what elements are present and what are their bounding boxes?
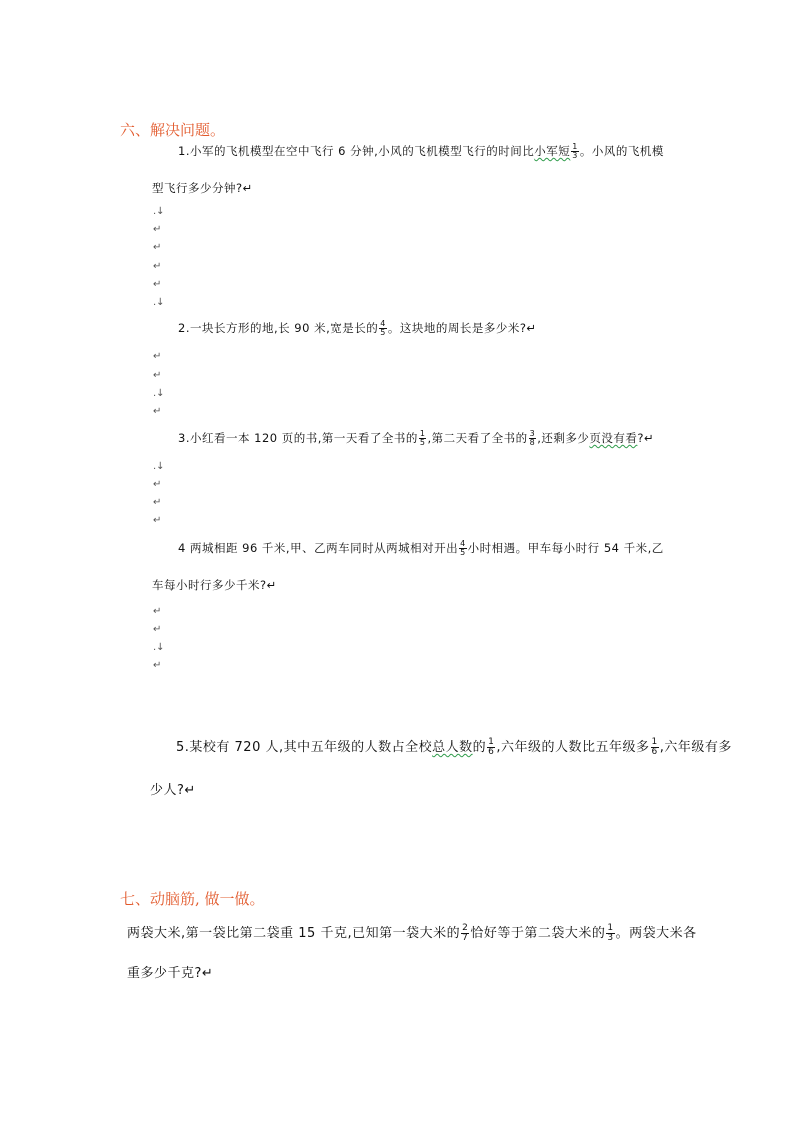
question-5-fraction-2 bbox=[651, 738, 659, 757]
paragraph-mark: .↓ bbox=[153, 388, 165, 399]
paragraph-mark: .↓ bbox=[153, 297, 165, 308]
question-1-text: 1.小军的飞机模型在空中飞行 6 分钟,小风的飞机模型飞行的时间比 bbox=[178, 144, 535, 158]
section-7-question-text: 两袋大米,第一袋比第二袋重 15 千克,已知第一袋大米的 bbox=[127, 926, 461, 941]
paragraph-mark: ↵ bbox=[153, 606, 162, 617]
fraction-denominator: 6 bbox=[651, 747, 658, 757]
question-4-line-1 bbox=[178, 540, 664, 557]
paragraph-mark: ↵ bbox=[153, 242, 162, 253]
fraction-numerator: 1 bbox=[572, 142, 578, 151]
question-3-fraction-2 bbox=[529, 430, 537, 447]
question-4-fraction bbox=[459, 540, 467, 557]
section-7-question-line-1 bbox=[127, 922, 697, 943]
fraction-denominator: 5 bbox=[460, 548, 466, 557]
question-3-text-a: ,还剩多少 bbox=[537, 431, 590, 445]
question-5-text: 5.某校有 720 人,其中五年级的人数占全校 bbox=[176, 740, 433, 755]
paragraph-mark: ↵ bbox=[153, 370, 162, 381]
paragraph-mark: ↵ bbox=[153, 351, 162, 362]
question-5-text-mid-2: ,六年级的人数比五年级多 bbox=[496, 740, 650, 755]
question-5-line-2: 少人?↵ bbox=[150, 783, 196, 798]
paragraph-mark: ↵ bbox=[153, 624, 162, 635]
question-2-fraction bbox=[379, 320, 387, 337]
question-3 bbox=[178, 430, 654, 447]
section-7-question-text-end: 。两袋大米各 bbox=[615, 926, 697, 941]
question-4-line-2: 车每小时行多少千米?↵ bbox=[152, 578, 277, 592]
question-5-text-end: ,六年级有多 bbox=[659, 740, 732, 755]
section-6-heading: 六、解决问题。 bbox=[120, 121, 226, 139]
question-3-text-mid: ,第二天看了全书的 bbox=[427, 431, 528, 445]
question-5-squiggle-text: 总人数 bbox=[432, 740, 473, 755]
fraction-denominator: 3 bbox=[607, 933, 614, 943]
paragraph-mark: ↵ bbox=[153, 279, 162, 290]
section-7-fraction-2 bbox=[606, 924, 614, 943]
fraction-numerator: 4 bbox=[380, 319, 386, 328]
question-5-line-1 bbox=[176, 736, 732, 757]
paragraph-mark: ↵ bbox=[153, 515, 162, 526]
paragraph-mark: .↓ bbox=[153, 461, 165, 472]
question-5-fraction-1 bbox=[487, 738, 495, 757]
paragraph-mark: .↓ bbox=[153, 206, 165, 217]
paragraph-mark: ↵ bbox=[153, 224, 162, 235]
fraction-numerator: 2 bbox=[462, 923, 469, 933]
fraction-numerator: 1 bbox=[419, 429, 426, 438]
section-7-question-text-mid: 恰好等于第二袋大米的 bbox=[470, 926, 606, 941]
question-1-line-2: 型飞行多少分钟?↵ bbox=[152, 181, 253, 195]
fraction-numerator: 4 bbox=[460, 539, 466, 548]
fraction-denominator: 5 bbox=[380, 328, 386, 337]
question-5-text-mid-1: 的 bbox=[472, 740, 487, 755]
section-7-fraction-1 bbox=[461, 924, 469, 943]
paragraph-mark: ↵ bbox=[153, 406, 162, 417]
question-3-fraction-1 bbox=[419, 430, 427, 447]
fraction-numerator: 1 bbox=[488, 737, 495, 747]
fraction-denominator: 7 bbox=[462, 933, 469, 943]
paragraph-mark: ↵ bbox=[153, 660, 162, 671]
section-7-question-line-2: 重多少千克?↵ bbox=[127, 966, 214, 981]
question-3-squiggle-text: 页没有看 bbox=[589, 431, 638, 445]
fraction-numerator: 3 bbox=[529, 429, 536, 438]
paragraph-mark: ↵ bbox=[153, 261, 162, 272]
paragraph-mark: ↵ bbox=[153, 479, 162, 490]
question-2-text: 2.一块长方形的地,长 90 米,宽是长的 bbox=[178, 321, 379, 335]
question-1-fraction bbox=[571, 143, 579, 160]
question-4-text-end: 小时相遇。甲车每小时行 54 千米,乙 bbox=[467, 541, 664, 555]
paragraph-mark: .↓ bbox=[153, 642, 165, 653]
question-3-text: 3.小红看一本 120 页的书,第一天看了全书的 bbox=[178, 431, 418, 445]
section-7-heading: 七、动脑筋, 做一做。 bbox=[120, 890, 265, 908]
question-1-text-end: 。小风的飞机模 bbox=[579, 144, 664, 158]
paragraph-mark: ↵ bbox=[153, 497, 162, 508]
fraction-denominator: 8 bbox=[529, 438, 536, 447]
fraction-numerator: 1 bbox=[607, 923, 614, 933]
question-2 bbox=[178, 320, 537, 337]
question-4-text: 4 两城相距 96 千米,甲、乙两车同时从两城相对开出 bbox=[178, 541, 459, 555]
fraction-denominator: 3 bbox=[572, 151, 578, 160]
question-2-text-end: 。这块地的周长是多少米?↵ bbox=[387, 321, 537, 335]
question-3-text-b: ?↵ bbox=[637, 431, 655, 445]
question-1-squiggle-text: 小军短 bbox=[534, 144, 571, 158]
fraction-denominator: 6 bbox=[488, 747, 495, 757]
fraction-denominator: 5 bbox=[419, 438, 426, 447]
fraction-numerator: 1 bbox=[651, 737, 658, 747]
question-1-line-1 bbox=[178, 143, 664, 160]
